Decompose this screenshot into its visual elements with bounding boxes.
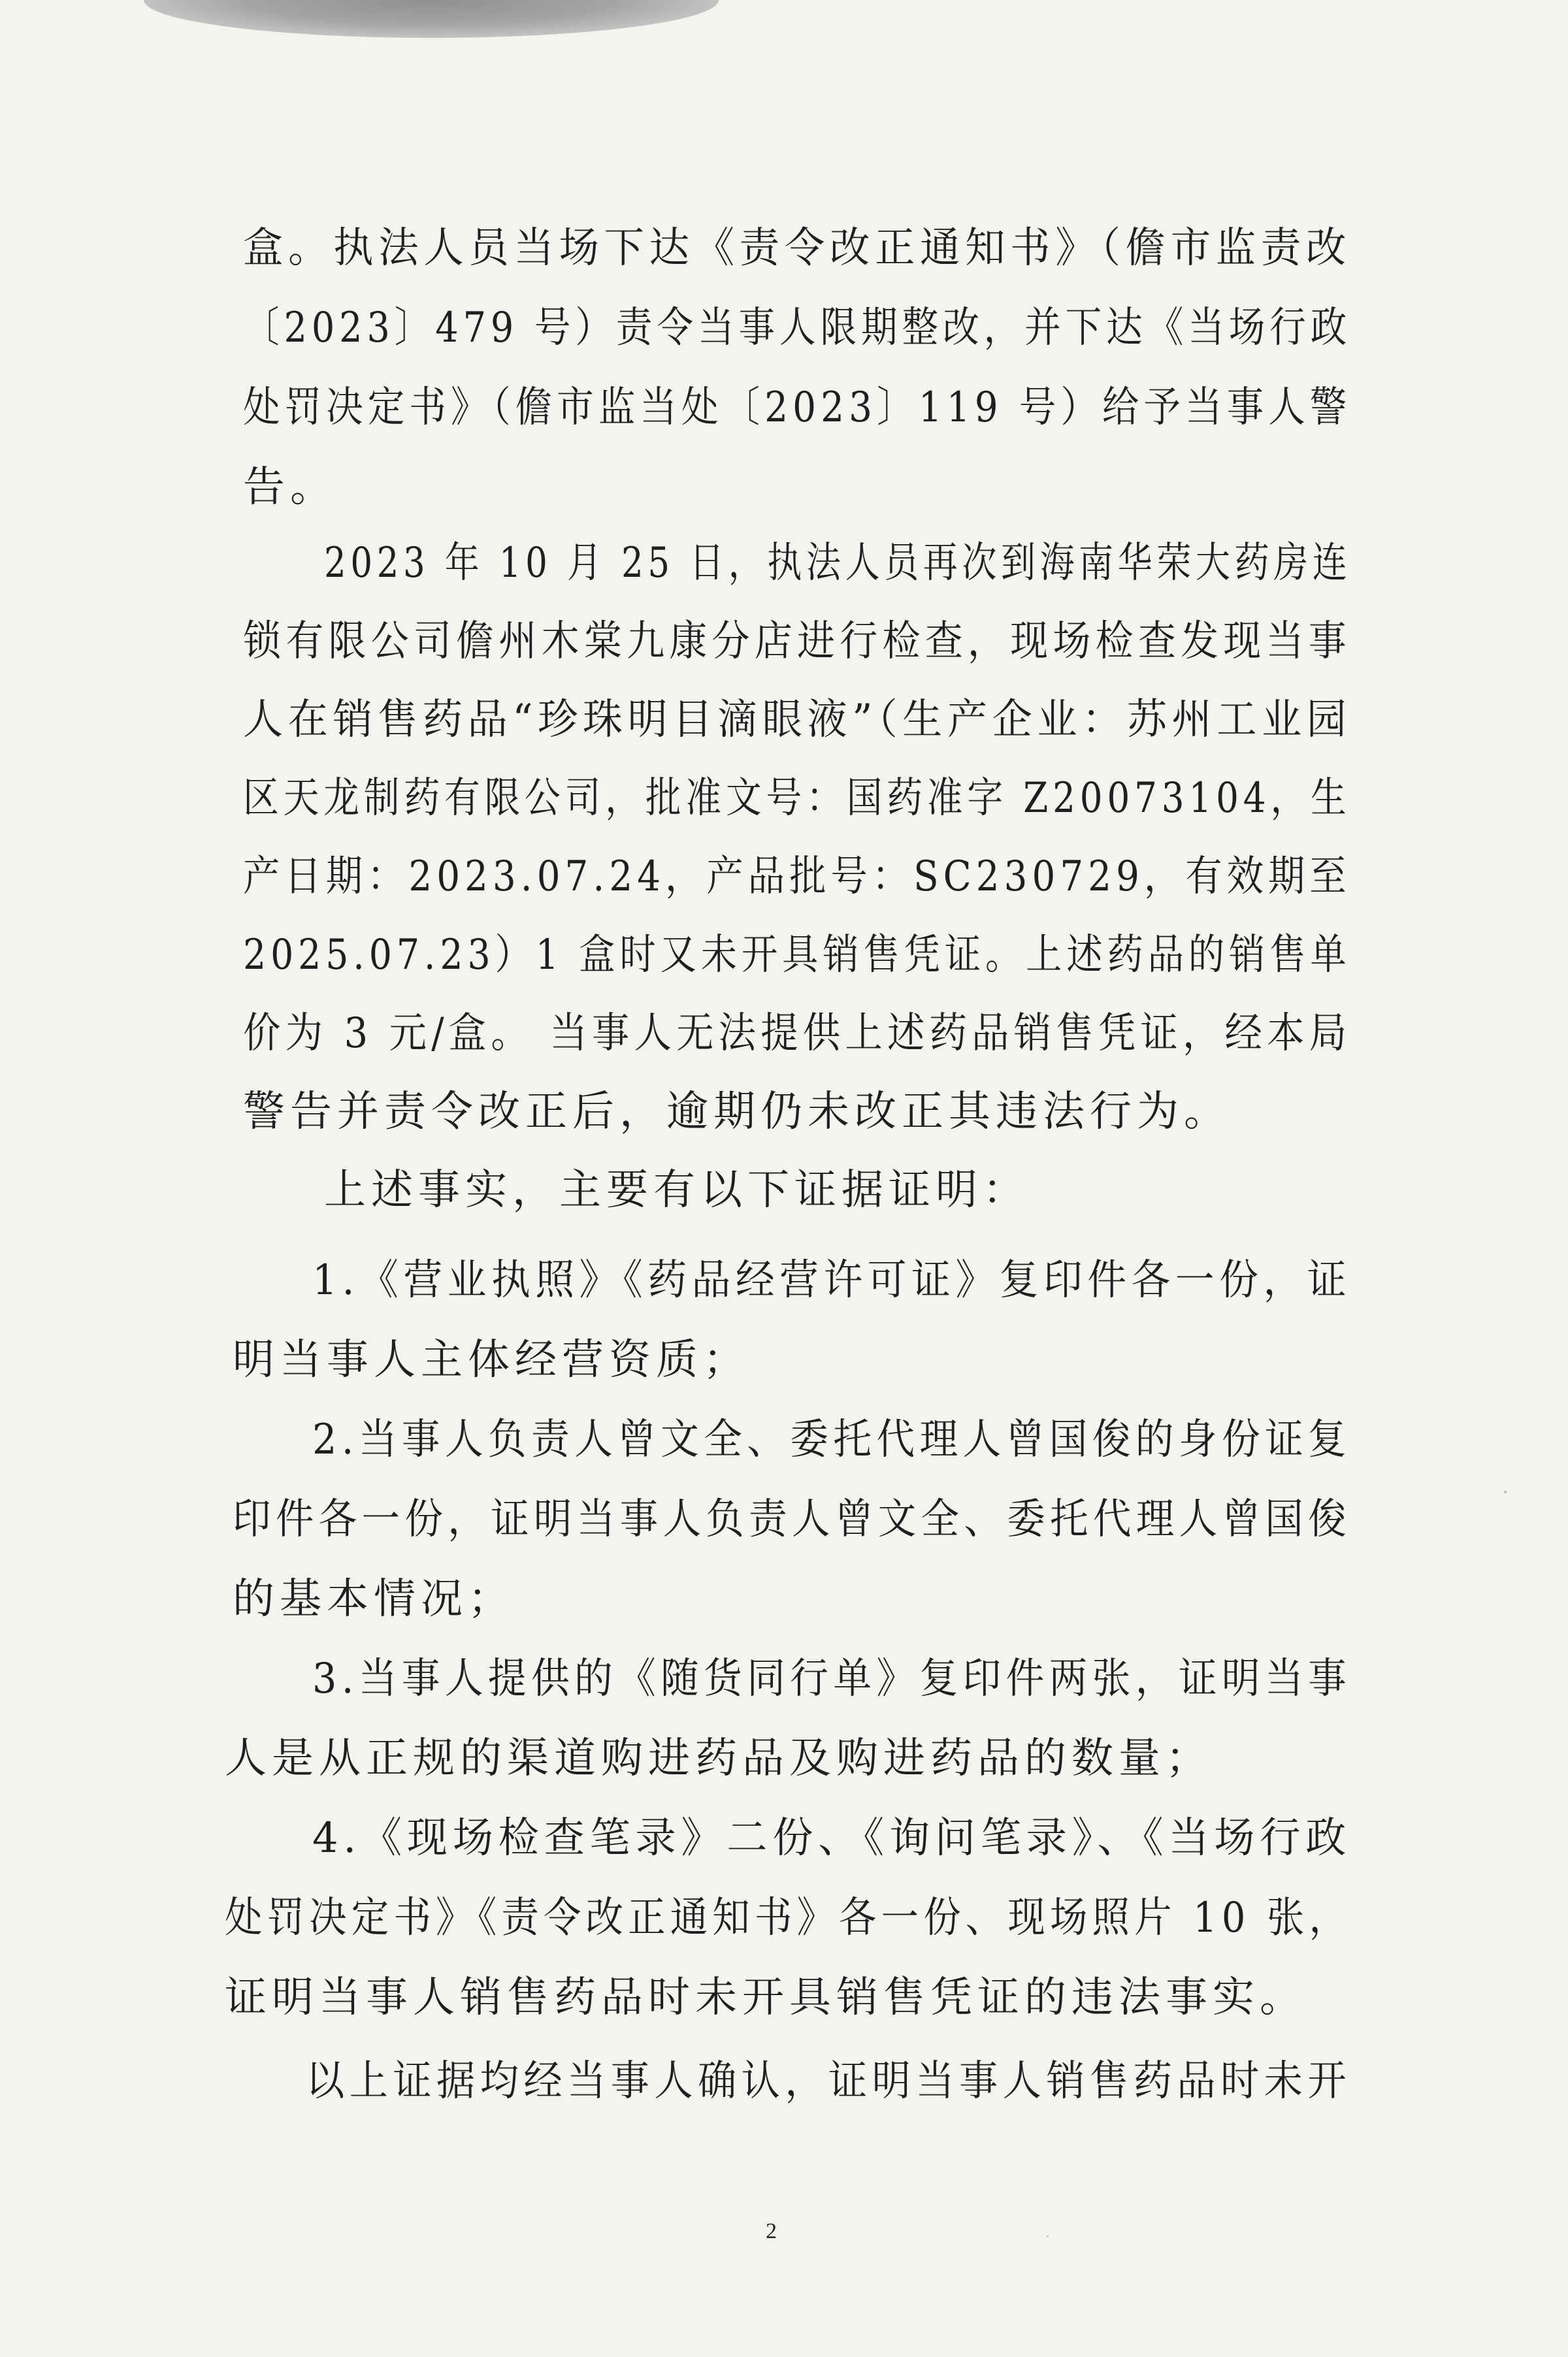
- scan-dust-speck: [1504, 1491, 1507, 1493]
- evidence-item-4-line-3: 证明当事人销售药品时未开具销售凭证的违法事实。: [225, 1974, 1307, 2022]
- body-line-11: 价为 3 元/盒。 当事人无法提供上述药品销售凭证，经本局: [243, 1009, 1352, 1058]
- evidence-intro: 上述事实，主要有以下证据证明：: [324, 1166, 1030, 1214]
- evidence-item-4-line-2: 处罚决定书》《责令改正通知书》各一份、现场照片 10 张，: [225, 1894, 1352, 1942]
- evidence-item-1-line-2: 明当事人主体经营资质；: [233, 1336, 750, 1384]
- evidence-item-1-line-1: 1.《营业执照》《药品经营许可证》复印件各一份，证: [312, 1256, 1352, 1305]
- evidence-item-3-line-1: 3.当事人提供的《随货同行单》复印件两张，证明当事: [312, 1655, 1352, 1703]
- body-line-9: 产日期：2023.07.24，产品批号：SC230729，有效期至: [243, 853, 1351, 901]
- evidence-item-2-line-3: 的基本情况；: [233, 1575, 515, 1623]
- body-line-4: 告。: [243, 463, 337, 512]
- scan-shadow: [144, 0, 719, 38]
- body-line-6: 锁有限公司儋州木棠九康分店进行检查，现场检查发现当事: [243, 617, 1351, 666]
- evidence-item-3-line-2: 人是从正规的渠道购进药品及购进药品的数量；: [225, 1734, 1213, 1783]
- body-line-5: 2023 年 10 月 25 日，执法人员再次到海南华荣大药房连: [324, 539, 1352, 587]
- evidence-item-2-line-1: 2.当事人负责人曾文全、委托代理人曾国俊的身份证复: [312, 1416, 1352, 1464]
- body-line-1: 盒。执法人员当场下达《责令改正通知书》（儋市监责改: [243, 224, 1351, 272]
- body-line-8: 区天龙制药有限公司，批准文号：国药准字 Z20073104，生: [243, 774, 1351, 822]
- conclusion-line-1: 以上证据均经当事人确认，证明当事人销售药品时未开: [306, 2057, 1351, 2105]
- evidence-item-2-line-2: 印件各一份，证明当事人负责人曾文全、委托代理人曾国俊: [233, 1495, 1351, 1544]
- scan-dust-speck: [1047, 2235, 1049, 2237]
- body-line-2: 〔2023〕479 号）责令当事人限期整改，并下达《当场行政: [243, 304, 1352, 352]
- page-number: 2: [766, 2219, 777, 2243]
- body-line-3: 处罚决定书》（儋市监当处〔2023〕119 号）给予当事人警: [243, 383, 1352, 432]
- body-line-7: 人在销售药品“珍珠明目滴眼液”（生产企业：苏州工业园: [243, 696, 1352, 744]
- body-line-10: 2025.07.23）1 盒时又未开具销售凭证。上述药品的销售单: [243, 931, 1351, 979]
- evidence-item-4-line-1: 4.《现场检查笔录》二份、《询问笔录》、《当场行政: [312, 1814, 1352, 1862]
- body-line-12: 警告并责令改正后，逾期仍未改正其违法行为。: [243, 1088, 1231, 1136]
